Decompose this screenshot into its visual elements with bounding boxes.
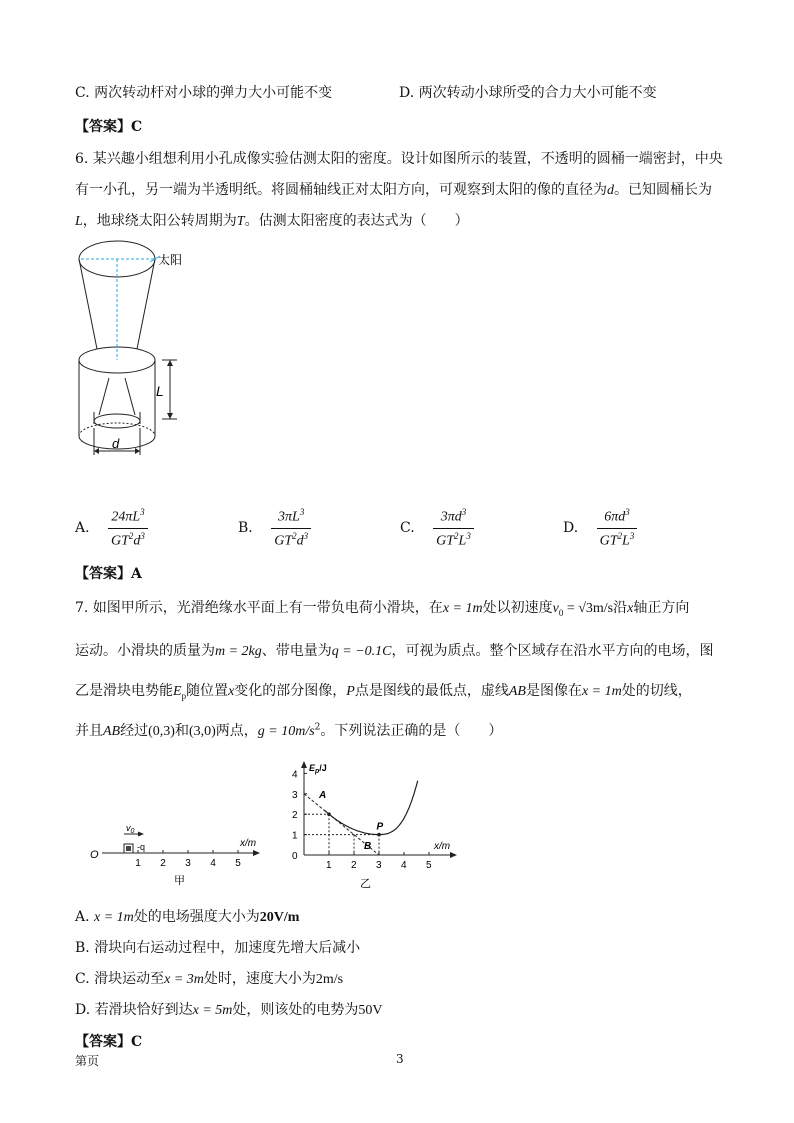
jia-tick-label-5: 5 — [235, 858, 241, 869]
q7-option-d: D. 若滑块恰好到达x = 5m处，则该处的电势为50V — [75, 1002, 383, 1018]
point-A-marker — [327, 812, 331, 816]
label-L: L — [156, 383, 164, 399]
jia-tick-label-2: 2 — [160, 858, 166, 869]
point-A-label: A — [319, 789, 327, 801]
label-sun: 太阳 — [158, 253, 183, 267]
q7-answer: 【答案】C — [75, 1034, 143, 1050]
jia-v0-label: $v_0$ — [126, 823, 135, 835]
q5-answer: 【答案】C — [75, 119, 143, 135]
yi-xtick-3: 3 — [376, 860, 382, 871]
yi-ytick-3: 3 — [292, 789, 298, 801]
q5-option-c: C. 两次转动杆对小球的弹力大小可能不变 — [75, 85, 333, 101]
point-B-label: B — [364, 840, 372, 852]
q7-figure-yi — [282, 757, 460, 892]
yi-ytick-1: 1 — [292, 830, 298, 842]
label-d: d — [112, 436, 120, 451]
image-ring — [94, 414, 140, 428]
q7-line-4: 并且AB经过(0,3)和(3,0)两点，$g = 10m/s^2$。下列说法正确的是（ ） — [75, 722, 503, 739]
jia-tick-label-3: 3 — [185, 858, 191, 869]
q6-var-d: d — [607, 183, 614, 198]
ep-curve — [324, 781, 418, 835]
yi-xtick-4: 4 — [401, 860, 407, 871]
q7-line-3: 乙是滑块电势能$E_p$随位置x变化的部分图像，P点是图线的最低点，虚线AB是图像在x = 1m处的切线， — [75, 683, 692, 701]
jia-axis-label: x/m — [240, 838, 257, 849]
yi-xtick-2: 2 — [351, 860, 357, 871]
jia-tick-label-4: 4 — [210, 858, 216, 869]
q6-var-L: L — [75, 214, 83, 229]
page-number: 3 — [396, 1052, 404, 1066]
q6-option-d: D. $\frac{6\pi d^3}{GT^2L^3}$ — [563, 507, 637, 549]
yi-x-label: x/m — [434, 841, 451, 852]
yi-ytick-0: 0 — [292, 851, 298, 862]
yi-xtick-5: 5 — [426, 860, 432, 871]
q6-line-1: 6. 某兴趣小组想利用小孔成像实验估测太阳的密度。设计如图所示的装置，不透明的圆桶一端密封，中央 — [75, 151, 723, 167]
q7-figure-jia — [88, 820, 268, 892]
q7-option-b: B. 滑块向右运动过程中，加速度先增大后减小 — [75, 940, 361, 956]
q7-option-c: C. 滑块运动至x = 3m处时，速度大小为2m/s — [75, 971, 344, 987]
jia-caption: 甲 — [174, 875, 185, 887]
yi-y-label: $E_p/J$ — [309, 763, 327, 775]
jia-charge-label: -q — [137, 842, 146, 852]
yi-caption: 乙 — [360, 878, 371, 890]
q7-line-2: 运动。小滑块的质量为m = 2kg、带电量为q = −0.1C，可视为质点。整个区域存在沿水平方向的电场，图 — [75, 643, 714, 659]
jia-tick-label-1: 1 — [135, 858, 141, 869]
q7-option-a: A. x = 1m处的电场强度大小为20V/m — [75, 909, 300, 925]
point-P-label: P — [376, 821, 384, 833]
q6-line-2: 有一小孔，另一端为半透明纸。将圆桶轴线正对太阳方向，可观察到太阳的像的直径为d。已知圆桶长为 — [75, 182, 712, 198]
q5-option-d: D. 两次转动小球所受的合力大小可能不变 — [399, 85, 657, 101]
yi-xtick-1: 1 — [326, 860, 332, 871]
q6-var-T: T — [236, 214, 245, 229]
footer-label: 第页 — [75, 1054, 100, 1068]
yi-ytick-2: 2 — [292, 810, 298, 822]
q6-figure-pinhole-camera — [72, 238, 202, 460]
jia-origin: O — [90, 849, 99, 861]
point-P-marker — [377, 833, 381, 837]
q6-option-a: A. $\frac{24\pi L^3}{GT^2d^3}$ — [75, 507, 148, 549]
q6-answer: 【答案】A — [75, 566, 142, 582]
yi-ytick-4: 4 — [292, 769, 298, 781]
q6-option-c: C. $\frac{3\pi d^3}{GT^2L^3}$ — [400, 507, 474, 549]
q6-line-3: L，地球绕太阳公转周期为T。估测太阳密度的表达式为（ ） — [75, 213, 469, 229]
q6-option-b: B. $\frac{3\pi L^3}{GT^2d^3}$ — [238, 507, 311, 549]
q7-line-1: 7. 如图甲所示，光滑绝缘水平面上有一带负电荷小滑块，在x = 1m处以初速度$v_0 = √3m/s$沿x轴正方向 — [75, 600, 690, 618]
